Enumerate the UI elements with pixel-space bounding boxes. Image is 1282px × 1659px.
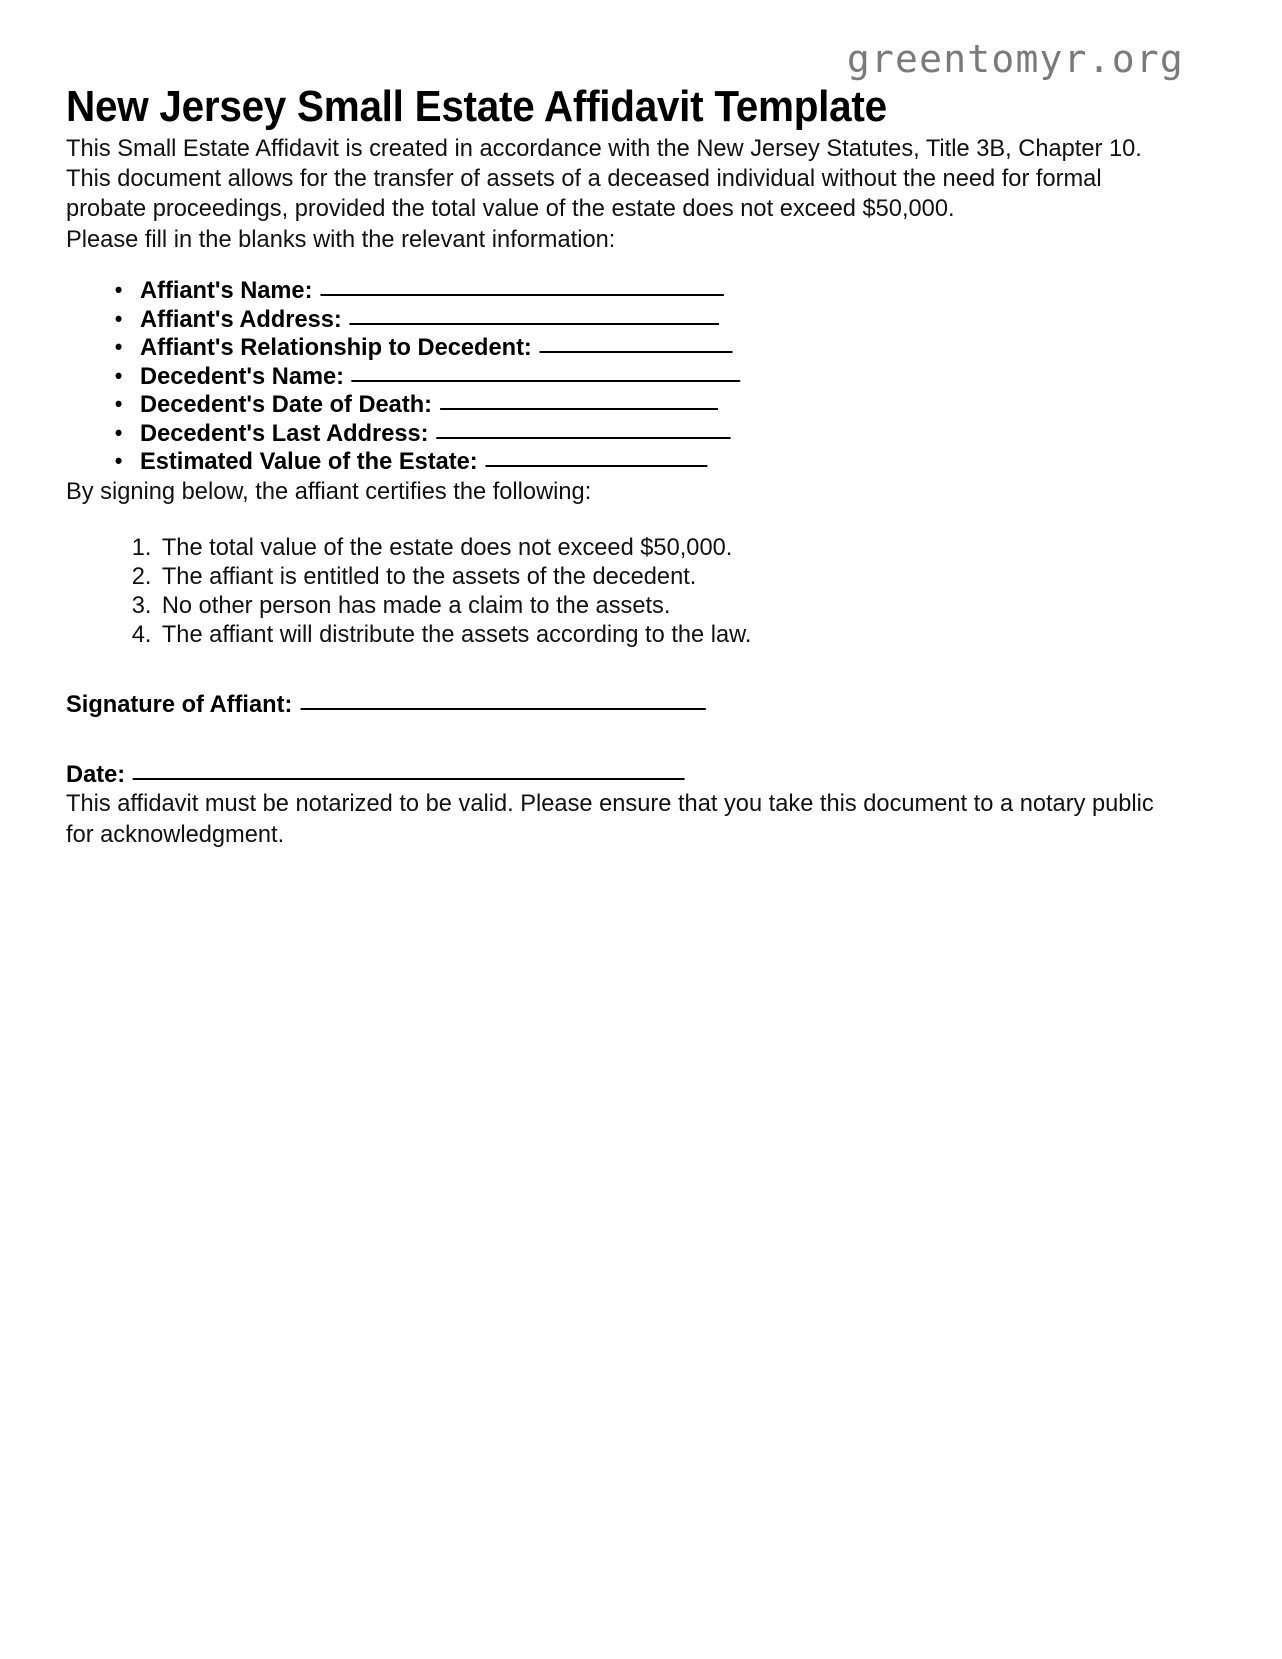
field-item	[140, 277, 1178, 306]
certifications-list	[66, 533, 1216, 649]
date-blank[interactable]	[133, 761, 685, 780]
field-item	[140, 306, 1178, 335]
field-label: Estimated Value of the Estate:	[140, 448, 478, 476]
page-title: New Jersey Small Estate Affidavit Template	[66, 82, 887, 131]
field-label: Affiant's Address:	[140, 305, 342, 333]
date-row	[66, 761, 1176, 789]
field-blank[interactable]	[485, 448, 707, 467]
field-item	[140, 420, 1178, 449]
field-item	[140, 363, 1178, 392]
certification-item: 3. No other person has made a claim to the assets.	[158, 591, 1179, 620]
field-item	[140, 448, 1178, 477]
field-blank[interactable]	[320, 277, 723, 296]
fill-instruction: Please fill in the blanks with the relevant information:	[66, 225, 616, 253]
date-label: Date:	[66, 761, 126, 789]
field-blank[interactable]	[350, 306, 720, 325]
site-watermark: greentomyr.org	[846, 37, 1184, 81]
field-blank[interactable]	[440, 391, 718, 410]
field-blank[interactable]	[352, 363, 741, 382]
field-label: Decedent's Date of Death:	[140, 391, 433, 419]
certify-intro: By signing below, the affiant certifies the following:	[66, 477, 592, 505]
certification-item: 4. The affiant will distribute the assets according to the law.	[158, 620, 1179, 649]
signature-blank[interactable]	[300, 691, 705, 710]
field-label: Decedent's Name:	[140, 362, 345, 390]
field-label: Affiant's Relationship to Decedent:	[140, 334, 532, 362]
certification-item: 2. The affiant is entitled to the assets of the decedent.	[158, 562, 1179, 591]
fields-list	[66, 277, 1216, 477]
field-label: Decedent's Last Address:	[140, 419, 429, 447]
certification-item: 1. The total value of the estate does not exceed $50,000.	[158, 533, 1179, 562]
closing-paragraph: This affidavit must be notarized to be valid. Please ensure that you take this document to a notary public for acknowledgment.	[66, 790, 1154, 848]
intro-paragraph: This Small Estate Affidavit is created in accordance with the New Jersey Statutes, Title 3B, Chapter 10. This document allows for the transfer of assets of a deceased individual without the need for formal probate proceedings, provided the total value of the estate does not exceed $50,000.	[66, 134, 1142, 223]
signature-row	[66, 691, 1176, 719]
field-blank[interactable]	[540, 334, 733, 353]
field-item	[140, 391, 1178, 420]
field-label: Affiant's Name:	[140, 277, 313, 305]
field-blank[interactable]	[436, 420, 730, 439]
signature-label: Signature of Affiant:	[66, 691, 293, 719]
field-item	[140, 334, 1178, 363]
